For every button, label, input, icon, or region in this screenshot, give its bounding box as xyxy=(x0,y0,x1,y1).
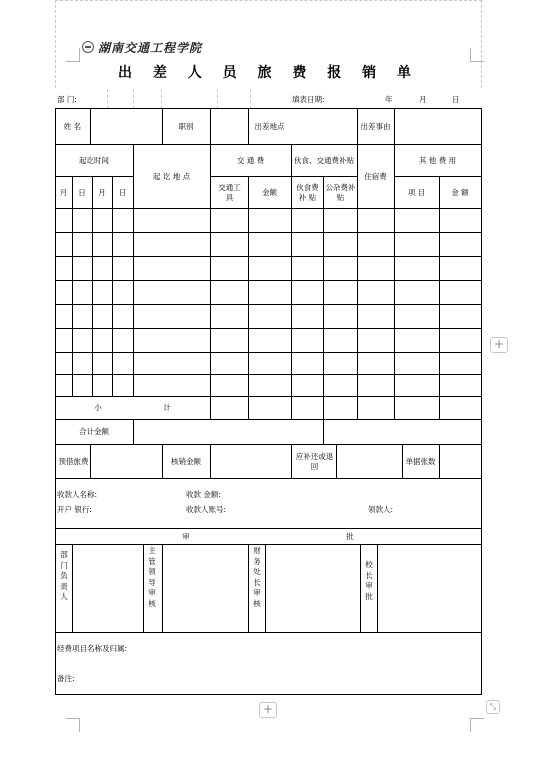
lodging-header: 住宿费 xyxy=(364,171,387,181)
start-day-header: 日 xyxy=(78,187,86,197)
school-logo xyxy=(82,39,202,55)
misc-subsidy-header: 公杂费补 贴 xyxy=(325,182,356,202)
crop-mark-top-right xyxy=(470,48,484,62)
bills-label: 单据张数 xyxy=(405,456,436,466)
other-item-header: 项 目 xyxy=(407,187,426,197)
reimburse-label: 核销金额 xyxy=(171,456,201,466)
end-day-header: 日 xyxy=(118,187,127,197)
supervisor-label: 主管领导审核 xyxy=(148,546,156,608)
president-signature[interactable] xyxy=(378,545,481,632)
crop-mark-bottom-right xyxy=(470,718,484,732)
start-month-header: 月 xyxy=(59,187,68,197)
transport-header: 交 通 费 xyxy=(236,155,265,165)
approve-header-left: 审 xyxy=(182,531,190,541)
name-field[interactable] xyxy=(91,109,162,144)
other-header: 其 他 费 用 xyxy=(418,155,457,165)
meal-transport-header: 伙食、交通费补贴 xyxy=(294,155,354,165)
project-label: 经费项目名称及归属: xyxy=(57,644,128,653)
remark-label: 备注: xyxy=(57,674,75,683)
resize-icon[interactable]: ⤡ xyxy=(486,700,500,714)
year-label: 年 xyxy=(385,95,393,104)
supervisor-signature[interactable] xyxy=(163,545,248,632)
school-name: 湖南交通工程学院 xyxy=(98,40,203,55)
time-header: 起讫时间 xyxy=(79,155,109,165)
origin-field[interactable] xyxy=(292,109,357,144)
dept-label: 部 门: xyxy=(57,95,77,104)
subtotal-label-small: 小 xyxy=(94,403,102,412)
add-column-button[interactable]: + xyxy=(490,337,508,353)
position-label: 职别 xyxy=(178,121,194,131)
subtotal-label-total: 计 xyxy=(163,403,171,412)
finance-label: 财务处长审核 xyxy=(253,546,261,608)
payee-name-label: 收款人名称: xyxy=(57,490,98,499)
purpose-label: 出差事由 xyxy=(360,121,391,131)
bank-label: 开户 银行: xyxy=(57,505,92,514)
month-label: 月 xyxy=(419,95,427,104)
form-title: 出 差 人 员 旅 费 报 销 单 xyxy=(118,65,419,81)
name-label: 姓 名 xyxy=(63,121,82,131)
transport-amount-header: 金额 xyxy=(262,187,277,197)
reimburse-field[interactable] xyxy=(211,445,291,478)
grand-total-field[interactable] xyxy=(134,420,323,444)
advance-field[interactable] xyxy=(91,445,162,478)
refund-field[interactable] xyxy=(337,445,402,478)
origin-label: 出差地点 xyxy=(254,121,285,131)
finance-signature[interactable] xyxy=(266,545,360,632)
payee-amount-label: 收款 金额: xyxy=(186,490,221,499)
approve-header-right: 批 xyxy=(346,531,354,541)
dept-head-label: 部门负责人 xyxy=(60,550,68,601)
school-emblem-icon xyxy=(82,41,94,53)
department-date-line xyxy=(55,89,482,109)
day-label: 日 xyxy=(452,95,460,104)
position-field[interactable] xyxy=(211,109,248,144)
crop-mark-top-left xyxy=(66,48,80,62)
add-row-button[interactable]: + xyxy=(259,702,277,718)
expense-rows[interactable] xyxy=(56,209,481,396)
president-label: 校长审批 xyxy=(365,560,373,601)
date-label: 填表日期: xyxy=(292,95,325,104)
place-header: 起 讫 地 点 xyxy=(152,171,191,181)
end-month-header: 月 xyxy=(98,187,106,197)
grand-total-label: 合计金额 xyxy=(79,427,109,436)
dept-head-signature[interactable] xyxy=(73,545,143,632)
vehicle-header: 交通工具 xyxy=(218,182,241,202)
bills-field[interactable] xyxy=(440,445,481,478)
account-label: 收款人账号: xyxy=(186,505,227,514)
other-amount-header: 金 额 xyxy=(451,187,469,197)
advance-label: 预借旅费 xyxy=(58,456,89,466)
refund-label: 应补还或退回 xyxy=(295,451,334,471)
crop-mark-bottom-left xyxy=(66,718,80,732)
purpose-field[interactable] xyxy=(395,109,481,144)
meal-subsidy-header: 伙食费补 贴 xyxy=(296,182,319,202)
receiver-label: 领款人: xyxy=(368,505,394,514)
